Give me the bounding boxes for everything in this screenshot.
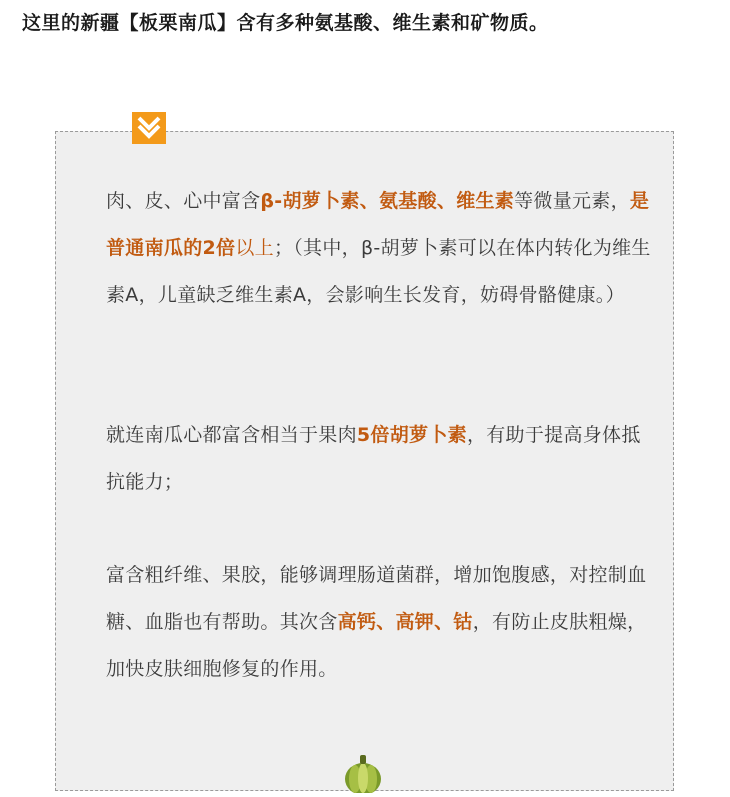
paragraph1-text3: ；（其中，β-胡萝卜素可以在体内转化为维生素A，儿童缺乏维生素A，会影响生长发育，妨碍骨骼健康。） bbox=[106, 237, 651, 306]
paragraph3-text1: 富含粗纤维、果胶，能够调理肠道菌群，增加饱腹感，对控制血糖、血脂也有帮助。其次含 bbox=[106, 564, 647, 633]
paragraph3-highlight1: 高钙、高钾、钴 bbox=[337, 611, 473, 633]
paragraph1-highlight3: 以上 bbox=[235, 237, 274, 259]
paragraph1-highlight1: β-胡萝卜素、氨基酸、维生素 bbox=[260, 190, 515, 212]
paragraph3-text2: ，有防止皮肤粗燥，加快皮肤细胞修复的作用。 bbox=[106, 611, 647, 680]
down-arrow-icon bbox=[132, 112, 166, 144]
paragraph1-text1: 肉、皮、心中富含 bbox=[106, 190, 261, 212]
paragraph1-highlight2: 是普通南瓜的2倍 bbox=[106, 190, 650, 259]
paragraph2-text1: 就连南瓜心都富含相当于果肉 bbox=[106, 424, 357, 446]
paragraph2-highlight1: 5倍胡萝卜素 bbox=[356, 424, 467, 446]
paragraph-nutrients bbox=[106, 178, 651, 319]
paragraph1-text2: 等微量元素， bbox=[514, 190, 630, 212]
paragraph-pumpkin-heart bbox=[106, 412, 651, 506]
paragraph-fiber-minerals bbox=[106, 552, 651, 693]
page-headline: 这里的新疆【板栗南瓜】含有多种氨基酸、维生素和矿物质。 bbox=[22, 12, 549, 34]
paragraph2-text2: ，有助于提高身体抵抗能力； bbox=[106, 424, 641, 493]
pumpkin-image bbox=[340, 753, 386, 793]
